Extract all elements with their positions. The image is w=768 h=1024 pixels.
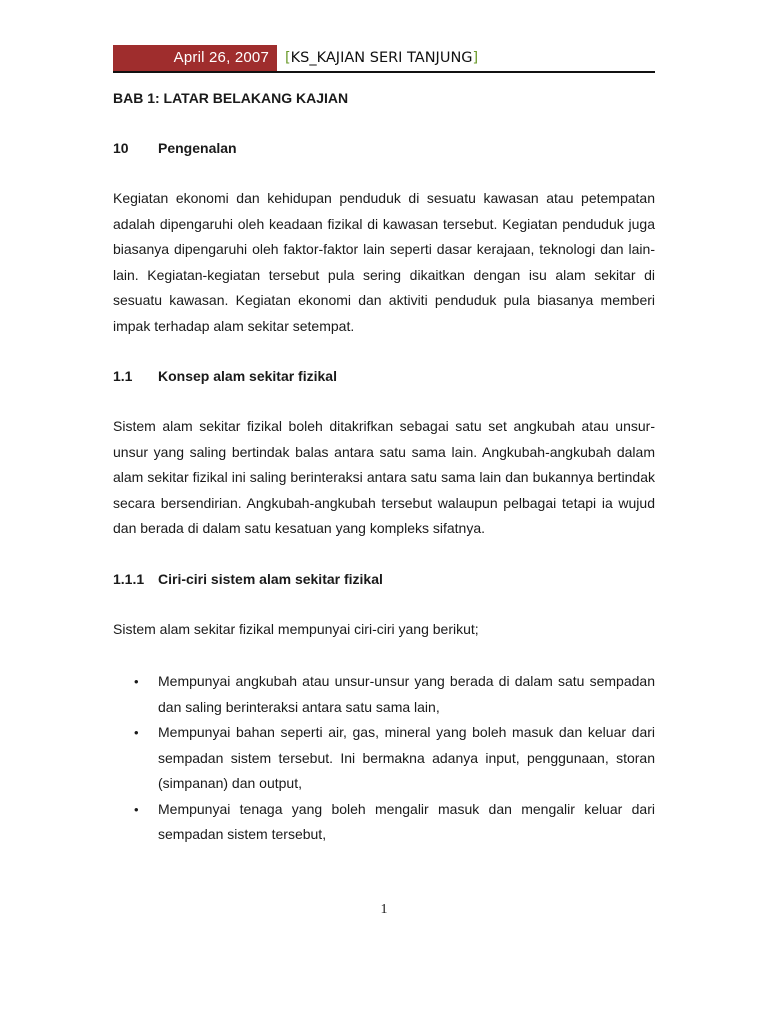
chapter-title: BAB 1: LATAR BELAKANG KAJIAN — [113, 90, 349, 106]
list-item — [134, 797, 655, 848]
header-bracket-close: ] — [472, 50, 479, 66]
header-title — [285, 45, 478, 71]
concept-paragraph: Sistem alam sekitar fizikal boleh ditakrifkan sebagai satu set angkubah atau unsur-unsur yang saling bertindak balas antara satu sama lain. Angkubah-angkubah dalam alam sekitar fizikal ini saling berinteraksi antara satu sama lain dan bukannya bertindak secara bersendirian. Angkubah-angkubah tersebut walaupun pelbagai tetapi ia wujud dan berada di dalam satu kesatuan yang kompleks sifatnya. — [113, 418, 655, 536]
section-title: Ciri-ciri sistem alam sekitar fizikal — [158, 570, 383, 587]
list-item-text: Mempunyai bahan seperti air, gas, mineral yang boleh masuk dan keluar dari sempadan sistem tersebut. Ini bermakna adanya input, penggunaan, storan (simpanan) dan output, — [158, 724, 655, 791]
list-item — [134, 720, 655, 797]
characteristics-list — [113, 669, 655, 848]
section-heading-concept — [113, 363, 655, 389]
bullet-icon: • — [134, 801, 139, 817]
intro-paragraph: Kegiatan ekonomi dan kehidupan penduduk di sesuatu kawasan atau petempatan adalah dipengaruhi oleh keadaan fizikal di kawasan tersebut. Kegiatan penduduk juga biasanya dipengaruhi oleh faktor-faktor lain seperti dasar kerajaan, teknologi dan lain-lain. Kegiatan-kegiatan tersebut pula sering dikaitkan dengan isu alam sekitar di sesuatu kawasan. Kegiatan ekonomi dan aktiviti penduduk pula biasanya memberi impak terhadap alam sekitar setempat. — [113, 190, 655, 334]
section-heading-characteristics — [113, 566, 655, 592]
section-number: 10 — [113, 140, 129, 156]
section-title: Pengenalan — [158, 140, 237, 156]
bullet-icon: • — [134, 674, 139, 689]
header-title-text: KS_KAJIAN SERI TANJUNG — [290, 50, 473, 66]
list-item-text: Mempunyai angkubah atau unsur-unsur yang berada di dalam satu sempadan dan saling berinteraksi antara satu sama lain, — [158, 673, 655, 715]
page-header — [113, 45, 655, 73]
bullet-icon: • — [134, 725, 139, 740]
section-number: 1.1.1 — [113, 570, 145, 587]
page-number: 1 — [380, 902, 388, 917]
section-heading-intro — [113, 135, 655, 161]
section-title: Konsep alam sekitar fizikal — [158, 368, 337, 384]
header-date: April 26, 2007 — [113, 45, 277, 71]
list-item — [134, 669, 655, 720]
list-item-text: Mempunyai tenaga yang boleh mengalir masuk dan mengalir keluar dari sempadan sistem tersebut, — [158, 800, 655, 842]
header-bracket-open: [ — [285, 50, 291, 66]
section-number: 1.1 — [113, 368, 133, 384]
characteristics-intro: Sistem alam sekitar fizikal mempunyai ciri-ciri yang berikut; — [113, 620, 479, 637]
document-body — [113, 85, 655, 848]
